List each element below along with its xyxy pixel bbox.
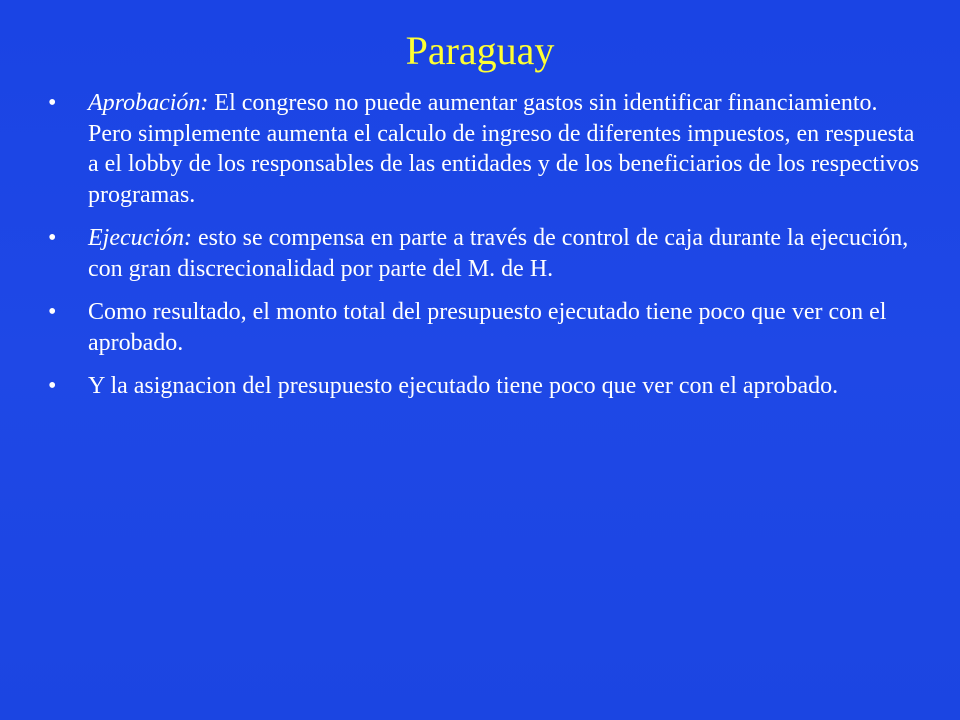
bullet-text-asignacion: Y la asignacion del presupuesto ejecutado tiene poco que ver con el aprobado. [88,373,839,399]
bullet-mark: • [48,225,57,251]
bullet-mark: • [48,90,57,116]
bullet-item-ejecucion [46,223,926,284]
bullet-mark: • [48,299,57,325]
bullet-item-aprobacion [46,88,926,210]
slide-title: Paraguay [405,28,555,73]
bullet-text-ejecucion: esto se compensa en parte a través de control de caja durante la ejecución, con gran discrecionalidad por parte del M. de H. [88,225,909,282]
bullet-lead-ejecucion: Ejecución: [88,225,192,251]
bullet-list [46,88,926,415]
bullet-item-asignacion [46,371,926,402]
bullet-item-resultado [46,297,926,358]
bullet-text-resultado: Como resultado, el monto total del presupuesto ejecutado tiene poco que ver con el aprobado. [88,299,887,356]
bullet-mark: • [48,373,57,399]
bullet-text-aprobacion: El congreso no puede aumentar gastos sin identificar financiamiento. Pero simplemente aumenta el calculo de ingreso de diferentes impuestos, en respuesta a el lobby de los responsables de las entidades y de los beneficiarios de los respectivos programas. [88,90,920,208]
bullet-lead-aprobacion: Aprobación: [88,90,209,116]
